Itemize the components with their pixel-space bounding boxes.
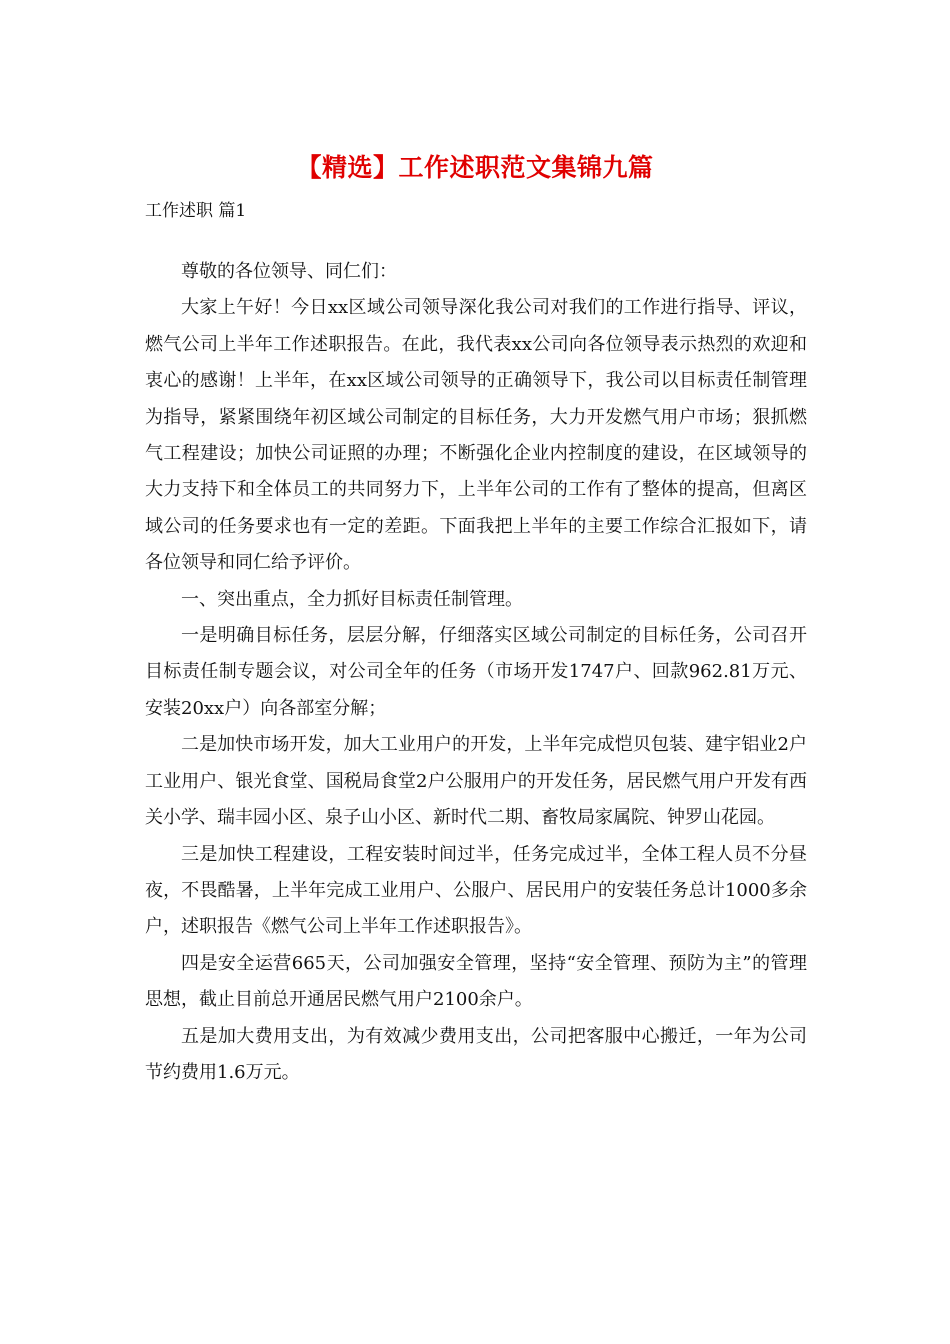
paragraph-salutation: 尊敬的各位领导、同仁们：	[181, 261, 397, 282]
paragraph-heading: 一、突出重点，全力抓好目标责任制管理。	[181, 588, 523, 610]
paragraph: 一是明确目标任务，层层分解，仔细落实区域公司制定的目标任务，公司召开目标责任制专题会议，对公司全年的任务（市场开发1747户、回款962.81万元、安装20xx户）向各部室分解；	[145, 625, 807, 719]
document-body	[145, 254, 807, 1091]
paragraph: 三是加快工程建设，工程安装时间过半，任务完成过半，全体工程人员不分昼夜，不畏酷暑，上半年完成工业用户、公服户、居民用户的安装任务总计1000多余户，述职报告《燃气公司上半年工作述职报告》。	[145, 843, 807, 938]
paragraph: 五是加大费用支出，为有效减少费用支出，公司把客服中心搬迁，一年为公司节约费用1.6万元。	[145, 1025, 807, 1083]
paragraph: 四是安全运营665天，公司加强安全管理，坚持“安全管理、预防为主”的管理思想，截止目前总开通居民燃气用户2100余户。	[145, 952, 807, 1011]
document-title: 【精选】工作述职范文集锦九篇	[296, 153, 654, 182]
paragraph: 大家上午好！今日xx区域公司领导深化我公司对我们的工作进行指导、评议，燃气公司上半年工作述职报告。在此，我代表xx公司向各位领导表示热烈的欢迎和衷心的感谢！上半年，在xx区域公司领导的正确领导下，我公司以目标责任制管理为指导，紧紧围绕年初区域公司制定的目标任务，大力开发燃气用户市场；狠抓燃气工程建设；加快公司证照的办理；不断强化企业内控制度的建设，在区域领导的大力支持下和全体员工的共同努力下，上半年公司的工作有了整体的提高，但离区域公司的任务要求也有一定的差距。下面我把上半年的主要工作综合汇报如下，请各位领导和同仁给予评价。	[145, 297, 807, 574]
paragraph: 二是加快市场开发，加大工业用户的开发，上半年完成恺贝包装、建宇铝业2户工业用户、银光食堂、国税局食堂2户公服用户的开发任务，居民燃气用户开发有西关小学、瑞丰园小区、泉子山小区、新时代二期、畜牧局家属院、钟罗山花园。	[145, 734, 807, 829]
section-heading: 工作述职 篇1	[145, 201, 247, 221]
